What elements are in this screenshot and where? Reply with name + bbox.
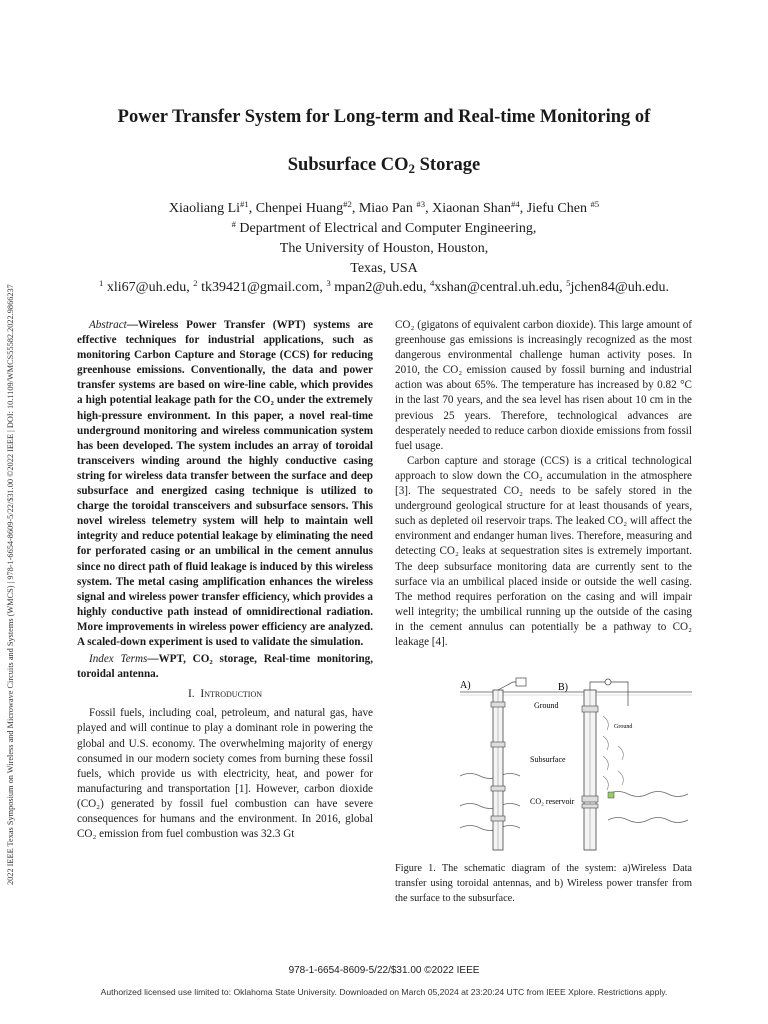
right-paragraph-1: CO₂ (gigatons of equivalent carbon dioxide). This large amount of greenhouse gas emissions is increasingly recognized as the most dangerous environmental challenge human activity poses. In 2010, the CO₂ emission caused by fossil burning and industrial action was about 65%. The temperature has increased by 0.82 °C in the last 70 years, and the sea level has risen about 10 cm in the previous 25 years. Therefore, technological advances are desperately needed to reduce carbon dioxide emissions from fossil fuel usage.	[395, 319, 692, 452]
intro-paragraph: Fossil fuels, including coal, petroleum, and natural gas, have played and will continue to play a dominant role in powering the global and U.S. economy. The overwhelming majority of energy consumed in our modern society comes from burning these fossil fuels, which provide us with electricity, heat, and power for manufacturing and transportation [1]. However, carbon dioxide (CO₂) generated by fossil fuel combustion can have severe consequences for humans and the environment. In 2016, global CO₂ emission from fuel combustion was 32.3 Gt	[77, 707, 373, 841]
author-emails: $^1$ xli67@uh.edu, $^2$ tk39421@gmail.com, $^3$ mpan2@uh.edu, $^4$xshan@central.uh.edu, $^5$jchen84@uh.edu.	[99, 278, 669, 295]
right-paragraph-2: Carbon capture and storage (CCS) is a critical technological approach to slow down the CO₂ accumulation in the atmosphere [3]. The sequestrated CO₂ needs to be safely stored in the underground geological structure for at least thousands of years, such as depleted oil reservoir traps. The leaked CO₂ will affect the environment and endanger human lives. Therefore, measuring and detecting CO₂ leaks at sequestration sites is extremely important. The deep subsurface monitoring data are currently sent to the surface via an umbilical placed inside or outside the well casing. The method requires perforation on the casing and will impair well integrity; the umbilical running up the outside of the casing in the cement annulus can potentially be a pathway to CO₂ leakage [4].	[395, 454, 692, 648]
affiliation-dept: # Department of Electrical and Computer Engineering,	[231, 219, 537, 236]
label-ground: Ground	[534, 701, 559, 710]
license-note: Authorized licensed use limited to: Oklahoma State University. Downloaded on March 05,2024 at 23:20:24 UTC from IEEE Xplore. Restrictions apply.	[100, 987, 668, 997]
label-ground-small: Ground	[614, 724, 633, 730]
schematic-diagram	[458, 676, 694, 854]
label-a: A)	[460, 680, 471, 691]
section-heading: I. Introduction	[187, 688, 263, 701]
laptop-icon	[516, 678, 526, 686]
abstract: Abstract—Wireless Power Transfer (WPT) systems are effective techniques for industrial applications, such as monitoring Carbon Capture and Storage (CCS) for reducing greenhouse emissions. Conventionally, the data and power transfer systems are based on wire-line cable, which provides a high potential leakage path for the CO₂ under the extremely high-pressure environment. In this paper, a novel real-time underground monitoring and wireless communication system has been developed. The system includes an array of toroidal transceivers winding around the highly conductive casing string for wireless data transfer between the surface and deep subsurface and energized casing technique is utilized to charge the toroidal transceivers and subsurface sensors. This novel wireless telemetry system will help to maintain well integrity and reduce potential leakage by eliminating the need for perforated casing or an umbilical in the cement annulus since no direct path of fluid leakage is induced by this wireless system. The metal casing amplification enhances the wireless signal and wireless power transfer efficiency, which provides a highly conductive path instead of omnidirectional radiation. More improvements in wireless power efficiency are analyzed. A scaled-down experiment is used to validate the simulation.	[77, 319, 373, 648]
figure-caption: Figure 1. The schematic diagram of the system: a)Wireless Data transfer using toroidal antennas, and b) Wireless power transfer from the surface to the subsurface.	[395, 863, 692, 904]
paper-title-line2: Subsurface $CO_2$ Storage	[287, 155, 481, 177]
paper-title-line1: Power Transfer System for Long-term and Real-time Monitoring of	[117, 107, 651, 127]
label-subsurface: Subsurface	[530, 755, 566, 764]
well-a	[491, 678, 526, 850]
left-column	[77, 318, 373, 842]
index-terms-label: Index Terms	[89, 653, 148, 666]
sensor-icon	[608, 792, 614, 798]
well-b	[582, 679, 628, 850]
right-column	[395, 318, 692, 650]
index-terms: Index Terms—WPT, CO₂ storage, Real-time monitoring, toroidal antenna.	[77, 653, 373, 681]
abstract-label: Abstract	[89, 319, 127, 331]
label-b: B)	[558, 682, 568, 693]
figure-1	[458, 676, 694, 854]
footer-isbn: 978-1-6654-8609-5/22/$31.00 ©2022 IEEE	[288, 965, 480, 976]
affiliation-univ: The University of Houston, Houston,	[279, 241, 489, 256]
author-list: Xiaoliang Li$^{\#1}$, Chenpei Huang$^{\#2}$, Miao Pan $^{\#3}$, Xiaonan Shan$^{\#4}$, Jiefu Chen $^{\#5}$	[168, 199, 600, 216]
affiliation-state: Texas, USA	[350, 261, 418, 276]
side-doi-note: 2022 IEEE Texas Symposium on Wireless and Microwave Circuits and Systems (WMCS) | 978-1-6654-8609-5/22/$31.00 ©2022 IEEE | DOI: 10.1109/WMCS55582.2022.9866237	[6, 284, 15, 885]
label-co2-reservoir: CO₂ reservoir	[530, 797, 575, 806]
